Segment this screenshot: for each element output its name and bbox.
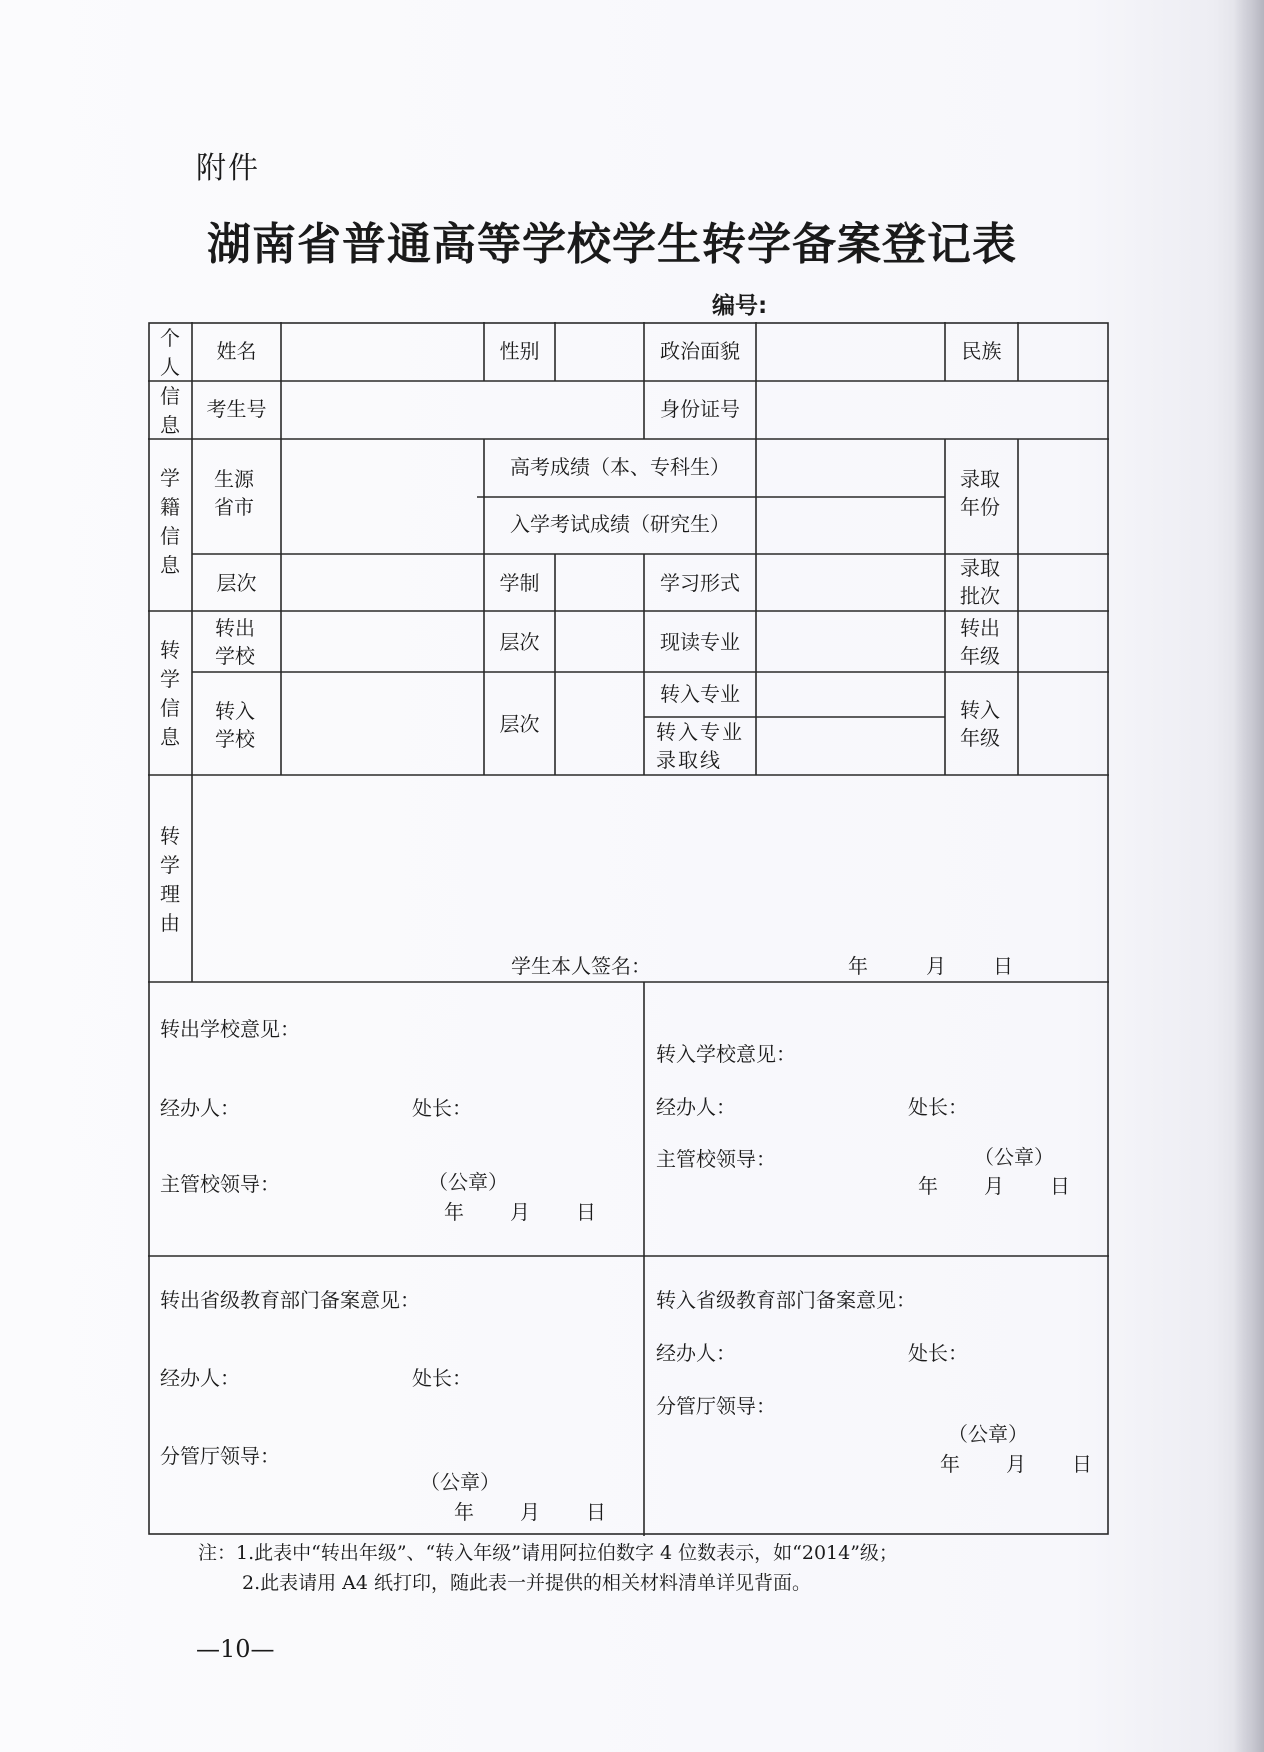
label-duration: 学制 [499, 571, 540, 595]
in-province-month: 月 [1006, 1452, 1026, 1476]
reason-date-year: 年 [848, 954, 868, 978]
out-school-year: 年 [444, 1200, 464, 1224]
label-name: 姓名 [216, 339, 257, 363]
in-province-leader: 分管厅领导： [656, 1394, 776, 1418]
label-in-grade: 转入年级 [960, 698, 1000, 750]
label-political: 政治面貌 [660, 339, 740, 363]
serial-number-label: 编号: [712, 293, 768, 319]
label-current-major: 现读专业 [660, 630, 740, 654]
in-province-seal: （公章） [948, 1422, 1028, 1446]
reason-date-month: 月 [926, 954, 946, 978]
label-out-level: 层次 [499, 630, 540, 654]
out-province-year: 年 [454, 1500, 474, 1524]
label-out-school: 转出学校 [215, 616, 255, 668]
out-province-month: 月 [520, 1500, 540, 1524]
in-province-handler: 经办人： [656, 1341, 736, 1365]
label-level: 层次 [216, 571, 257, 595]
form-title-text: 湖南省普通高等学校学生转学备案登记表 [207, 219, 1017, 270]
in-school-director: 处长： [908, 1095, 968, 1119]
label-out-province-opinion: 转出省级教育部门备案意见： [160, 1288, 420, 1312]
label-ethnicity: 民族 [961, 339, 1002, 363]
label-exam-no: 考生号 [206, 397, 267, 421]
label-gaokao-score: 高考成绩（本、专科生） [510, 455, 730, 479]
label-in-school: 转入学校 [215, 699, 255, 751]
label-admit-year: 录取年份 [960, 467, 1000, 519]
attachment-label: 附件 [196, 151, 260, 186]
form-title [0, 208, 1264, 272]
label-in-level: 层次 [499, 712, 540, 736]
reason-date-day: 日 [993, 954, 1013, 978]
out-province-seal: （公章） [420, 1470, 500, 1494]
in-school-handler: 经办人： [656, 1095, 736, 1119]
label-out-school-opinion: 转出学校意见： [160, 1017, 300, 1041]
out-province-leader: 分管厅领导： [160, 1444, 280, 1468]
section-reason: 转学理由 [160, 824, 180, 935]
in-school-year: 年 [918, 1174, 938, 1198]
in-school-month: 月 [984, 1174, 1004, 1198]
out-province-director: 处长： [412, 1366, 472, 1390]
section-enrollment: 学籍信息 [160, 466, 180, 577]
label-student-signature: 学生本人签名： [511, 954, 651, 978]
out-school-day: 日 [576, 1200, 596, 1224]
label-in-major: 转入专业 [660, 682, 740, 706]
label-grad-exam-score: 入学考试成绩（研究生） [510, 512, 730, 536]
section-transfer: 转学信息 [160, 638, 180, 749]
in-province-year: 年 [940, 1452, 960, 1476]
out-school-leader: 主管校领导： [160, 1172, 280, 1196]
out-school-seal: （公章） [428, 1170, 508, 1194]
in-school-leader: 主管校领导： [656, 1147, 776, 1171]
in-school-seal: （公章） [974, 1145, 1054, 1169]
label-in-major-cutoff: 转入专业录取线 [656, 720, 744, 772]
label-admit-batch: 录取批次 [960, 556, 1000, 608]
registration-form [148, 322, 1109, 1536]
label-in-province-opinion: 转入省级教育部门备案意见： [656, 1288, 916, 1312]
out-province-handler: 经办人： [160, 1366, 240, 1390]
label-in-school-opinion: 转入学校意见： [656, 1042, 796, 1066]
out-school-handler: 经办人： [160, 1096, 240, 1120]
in-province-day: 日 [1072, 1452, 1092, 1476]
out-province-day: 日 [586, 1500, 606, 1524]
label-origin: 生源省市 [214, 467, 254, 519]
in-province-director: 处长： [908, 1341, 968, 1365]
section-personal: 个人信息 [160, 326, 180, 437]
label-gender: 性别 [499, 339, 540, 363]
label-id-no: 身份证号 [660, 397, 740, 421]
in-school-day: 日 [1050, 1174, 1070, 1198]
label-study-form: 学习形式 [660, 571, 740, 595]
out-school-director: 处长： [412, 1096, 472, 1120]
note-line-2: 2.此表请用 A4 纸打印，随此表一并提供的相关材料清单详见背面。 [242, 1572, 812, 1594]
form-notes [198, 1538, 898, 1598]
note-line-1: 注：1.此表中“转出年级”、“转入年级”请用阿拉伯数字 4 位数表示，如“2014”级； [198, 1542, 898, 1564]
page-number: —10— [196, 1635, 275, 1663]
out-school-month: 月 [510, 1200, 530, 1224]
label-out-grade: 转出年级 [960, 616, 1000, 668]
